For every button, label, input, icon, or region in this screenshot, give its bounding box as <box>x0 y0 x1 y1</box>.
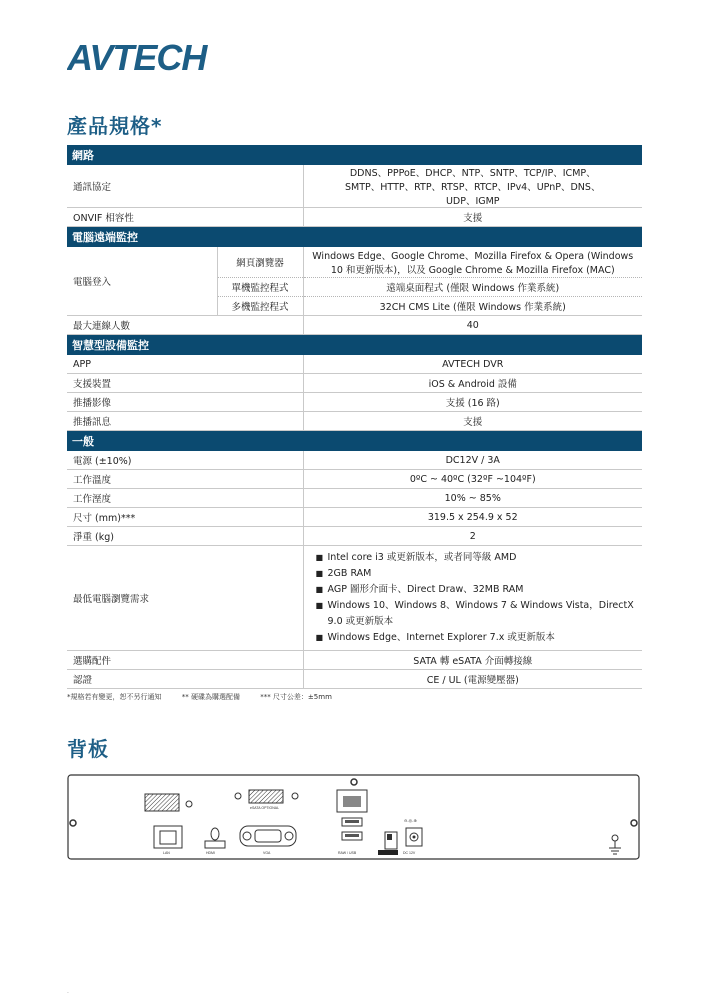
row-label: ONVIF 相容性 <box>67 208 303 227</box>
table-row <box>67 470 642 489</box>
table-row <box>67 316 642 335</box>
row-value: 10% ~ 85% <box>303 489 642 508</box>
row-value: SATA 轉 eSATA 介面轉接線 <box>303 651 642 670</box>
row-label: 工作溼度 <box>67 489 303 508</box>
row-label: 推播影像 <box>67 393 303 412</box>
section-general <box>67 431 642 452</box>
back-panel-diagram <box>67 774 640 860</box>
usb-label: RAW / USB <box>338 851 357 855</box>
svg-text:⊖-◎-⊕: ⊖-◎-⊕ <box>404 818 417 823</box>
esata-label: eSATA OPTIONAL <box>250 806 280 810</box>
section-pc <box>67 227 642 248</box>
lan-label: LAN <box>163 851 170 855</box>
row-label: 電源 (±10%) <box>67 451 303 470</box>
requirements-list <box>312 550 637 646</box>
table-row <box>67 451 642 470</box>
row-value: DC12V / 3A <box>303 451 642 470</box>
table-row <box>67 527 642 546</box>
row-value: Windows Edge、Google Chrome、Mozilla Firefox & Opera (Windows 10 和更新版本)，以及 Google Chrome & Mozilla Firefox (MAC) <box>303 247 642 278</box>
table-row <box>67 412 642 431</box>
row-value: 319.5 x 254.9 x 52 <box>303 508 642 527</box>
row-sublabel: 網頁瀏覽器 <box>217 247 303 278</box>
avtech-logo <box>67 40 217 74</box>
row-sublabel: 多機監控程式 <box>217 297 303 316</box>
row-value: 32CH CMS Lite (僅限 Windows 作業系統) <box>303 297 642 316</box>
table-row <box>67 208 642 227</box>
section-smart <box>67 335 642 356</box>
footnote: *規格若有變更，恕不另行通知 <box>67 693 162 701</box>
table-row <box>67 393 642 412</box>
list-item: ■ 2GB RAM <box>316 566 637 582</box>
row-label: 選購配件 <box>67 651 303 670</box>
footnotes <box>67 692 350 702</box>
esata-port-icon <box>249 790 283 803</box>
row-value: CE / UL (電源變壓器) <box>303 670 642 689</box>
row-value: DDNS、PPPoE、DHCP、NTP、SNTP、TCP/IP、ICMP、SMTP、HTTP、RTP、RTSP、RTCP、IPv4、UPnP、DNS、UDP、IGMP <box>303 165 642 208</box>
logo-text: AVTECH <box>67 40 207 74</box>
row-sublabel: 單機監控程式 <box>217 278 303 297</box>
table-row <box>67 670 642 689</box>
row-label: APP <box>67 355 303 374</box>
table-row <box>67 165 642 208</box>
list-item: ■ Windows Edge、Internet Explorer 7.x 或更新版本 <box>316 630 637 646</box>
row-value: 支援 <box>303 208 642 227</box>
row-label: 最低電腦瀏覽需求 <box>67 546 303 651</box>
spec-table <box>67 145 642 689</box>
section-network <box>67 145 642 165</box>
back-panel-heading: 背板 <box>67 737 109 761</box>
row-label: 尺寸 (mm)*** <box>67 508 303 527</box>
table-row <box>67 508 642 527</box>
hdmi-label: HDMI <box>206 851 215 855</box>
row-label: 工作溫度 <box>67 470 303 489</box>
row-value: iOS & Android 設備 <box>303 374 642 393</box>
vga-label: VGA <box>263 851 271 855</box>
row-value: 支援 <box>303 412 642 431</box>
row-label: 最大連線人數 <box>67 316 303 335</box>
row-value: AVTECH DVR <box>303 355 642 374</box>
blank-cover <box>145 794 179 811</box>
table-row <box>67 651 642 670</box>
table-row <box>67 247 642 278</box>
row-label: 支援裝置 <box>67 374 303 393</box>
section-title: 智慧型設備監控 <box>67 335 642 356</box>
table-row <box>67 374 642 393</box>
row-label: 推播訊息 <box>67 412 303 431</box>
section-title: 電腦遠端監控 <box>67 227 642 248</box>
list-item: ■ Windows 10、Windows 8、Windows 7 & Windows Vista，DirectX 9.0 或更新版本 <box>316 598 637 630</box>
row-label: 電腦登入 <box>67 247 217 316</box>
row-label: 認證 <box>67 670 303 689</box>
table-row <box>67 355 642 374</box>
dc-label: DC 12V <box>403 851 416 855</box>
row-value: 0ºC ~ 40ºC (32ºF ~104ºF) <box>303 470 642 489</box>
row-value: 遠端桌面程式 (僅限 Windows 作業系統) <box>303 278 642 297</box>
spec-heading: 產品規格* <box>67 114 163 138</box>
row-label: 淨重 (kg) <box>67 527 303 546</box>
page-marker: . <box>67 988 69 995</box>
table-row <box>67 546 642 651</box>
row-value: 支援 (16 路) <box>303 393 642 412</box>
footnote: ** 硬碟為購選配備 <box>181 693 240 701</box>
row-value: 2 <box>303 527 642 546</box>
table-row <box>67 489 642 508</box>
list-item: ■ Intel core i3 或更新版本，或者同等級 AMD <box>316 550 637 566</box>
footnote: *** 尺寸公差：±5mm <box>260 693 332 701</box>
list-item: ■ AGP 圖形介面卡、Direct Draw、32MB RAM <box>316 582 637 598</box>
section-title: 一般 <box>67 431 642 452</box>
row-value: 40 <box>303 316 642 335</box>
section-title: 網路 <box>67 145 642 165</box>
row-label: 通訊協定 <box>67 165 303 208</box>
